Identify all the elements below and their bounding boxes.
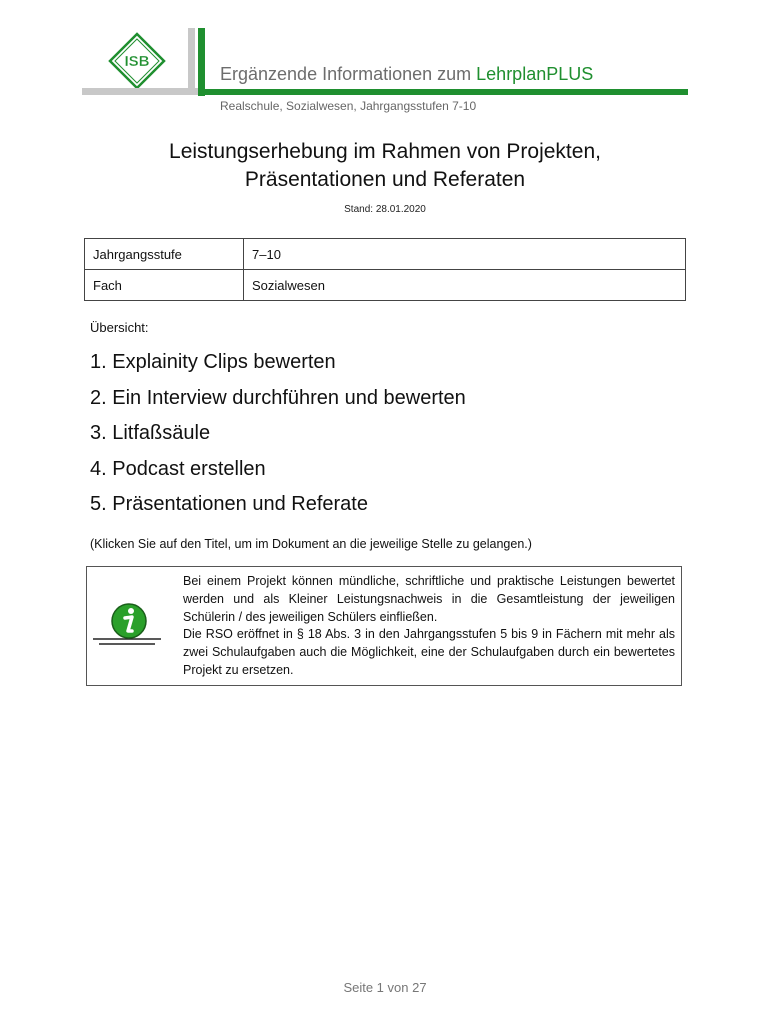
header-gray-divider — [188, 28, 195, 95]
isb-logo-text: ISB — [124, 53, 150, 70]
table-row — [85, 270, 686, 301]
toc-link-podcast[interactable]: 4. Podcast erstellen — [90, 457, 266, 480]
header-green-divider — [198, 28, 205, 96]
toc-link-interview[interactable]: 2. Ein Interview durchführen und bewerten — [90, 386, 466, 409]
page-number: Seite 1 von 27 — [343, 980, 427, 995]
header-green-rule — [198, 89, 688, 95]
overview-hint: (Klicken Sie auf den Titel, um im Dokument an die jeweilige Stelle zu gelangen.) — [90, 537, 532, 551]
info-box — [86, 566, 682, 686]
document-title-line2: Präsentationen und Referaten — [244, 168, 526, 191]
info-paragraph-2: Die RSO eröffnet in § 18 Abs. 3 in den Jahrgangsstufen 5 bis 9 in Fächern mit mehr als zwei Schulaufgaben auch die Möglichkeit, eine der Schulaufgaben durch ein bewertetes Projekt zu ersetzen. — [183, 627, 675, 677]
info-paragraph-1: Bei einem Projekt können mündliche, schriftliche und praktische Leistungen bewertet werden und als Kleiner Leistungsnachweis in die Gesamtleistung der jeweiligen Schülerin / des jeweiligen Schülers einfließen. — [183, 574, 675, 624]
document-title — [0, 138, 770, 194]
isb-logo — [82, 28, 192, 94]
table-cell-value: Sozialwesen — [244, 270, 686, 301]
toc-link-praesentationen[interactable]: 5. Präsentationen und Referate — [90, 493, 368, 515]
table-of-contents — [90, 348, 466, 526]
document-title-line1: Leistungserhebung im Rahmen von Projekten, — [169, 140, 601, 163]
header-gray-bar — [82, 88, 198, 95]
toc-link-explainity-clips[interactable]: 1. Explainity Clips bewerten — [90, 351, 336, 373]
table-row — [85, 239, 686, 270]
header-title-prefix: Ergänzende Informationen zum — [220, 64, 477, 84]
table-cell-key: Jahrgangsstufe — [85, 239, 244, 270]
overview-label: Übersicht: — [90, 320, 149, 335]
toc-link-litfasssaeule[interactable]: 3. Litfaßsäule — [90, 422, 211, 444]
document-date: Stand: 28.01.2020 — [344, 204, 426, 215]
info-icon — [91, 595, 163, 653]
header-subtitle: Realschule, Sozialwesen, Jahrgangsstufen 7-10 — [220, 99, 477, 113]
table-cell-key: Fach — [85, 270, 244, 301]
header-title-highlight: LehrplanPLUS — [476, 64, 594, 84]
header-title — [220, 64, 593, 85]
table-cell-value: 7–10 — [244, 239, 686, 270]
info-text — [183, 573, 675, 680]
meta-table — [84, 238, 686, 301]
